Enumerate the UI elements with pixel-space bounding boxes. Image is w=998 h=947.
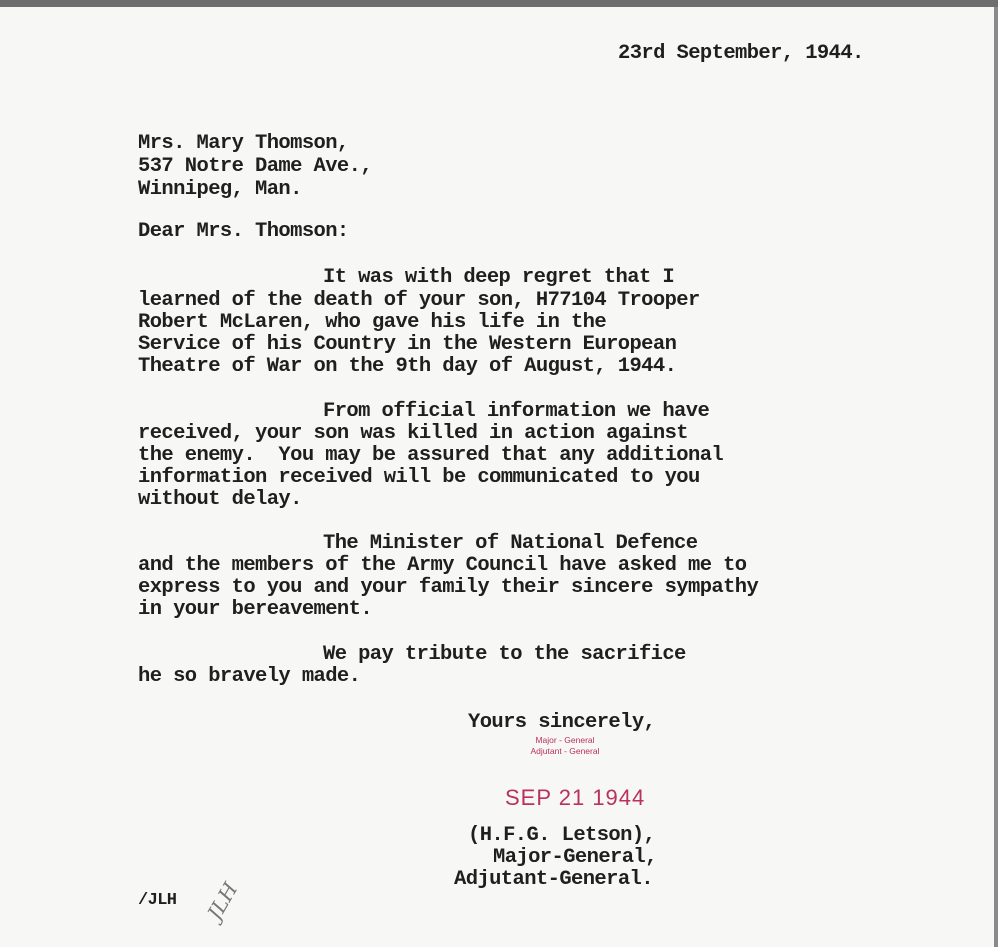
paragraph3-line: in your bereavement. <box>138 598 373 621</box>
paragraph4-line: We pay tribute to the sacrifice <box>323 643 686 666</box>
closing: Yours sincerely, <box>468 711 656 734</box>
paragraph3-line: express to you and your family their sincere sympathy <box>138 576 759 599</box>
paragraph1-line: learned of the death of your son, H77104 Trooper <box>138 289 700 312</box>
paragraph2-line: From official information we have <box>323 400 710 423</box>
signature-stamp <box>505 735 625 757</box>
signature-stamp-line: Major - General <box>535 735 595 745</box>
paragraph1-line: Service of his Country in the Western European <box>138 333 677 356</box>
signature-line: Major-General, <box>493 846 657 869</box>
recipient-city: Winnipeg, Man. <box>138 178 302 201</box>
paragraph3-line: and the members of the Army Council have asked me to <box>138 554 747 577</box>
handwritten-initials: JLH <box>202 878 243 924</box>
date-stamp: SEP 21 1944 <box>505 785 646 810</box>
paragraph3-line: The Minister of National Defence <box>323 532 698 555</box>
paragraph1-line: Theatre of War on the 9th day of August, 1944. <box>138 355 677 378</box>
signature-line: Adjutant-General. <box>454 868 653 891</box>
page-edge <box>994 7 998 947</box>
paragraph2-line: without delay. <box>138 488 302 511</box>
signature-stamp-line: Adjutant - General <box>530 746 600 756</box>
paragraph2-line: the enemy. You may be assured that any additional <box>138 444 724 467</box>
paragraph1-line: It was with deep regret that I <box>323 266 675 289</box>
paragraph2-line: information received will be communicated to you <box>138 466 700 489</box>
recipient-name: Mrs. Mary Thomson, <box>138 132 349 155</box>
paragraph1-line: Robert McLaren, who gave his life in the <box>138 311 607 334</box>
salutation: Dear Mrs. Thomson: <box>138 220 349 243</box>
letter-date: 23rd September, 1944. <box>618 42 864 65</box>
reference-initials: /JLH <box>138 891 177 910</box>
recipient-street: 537 Notre Dame Ave., <box>138 155 373 178</box>
signature-line: (H.F.G. Letson), <box>468 824 656 847</box>
paragraph4-line: he so bravely made. <box>138 665 361 688</box>
paragraph2-line: received, your son was killed in action against <box>138 422 688 445</box>
